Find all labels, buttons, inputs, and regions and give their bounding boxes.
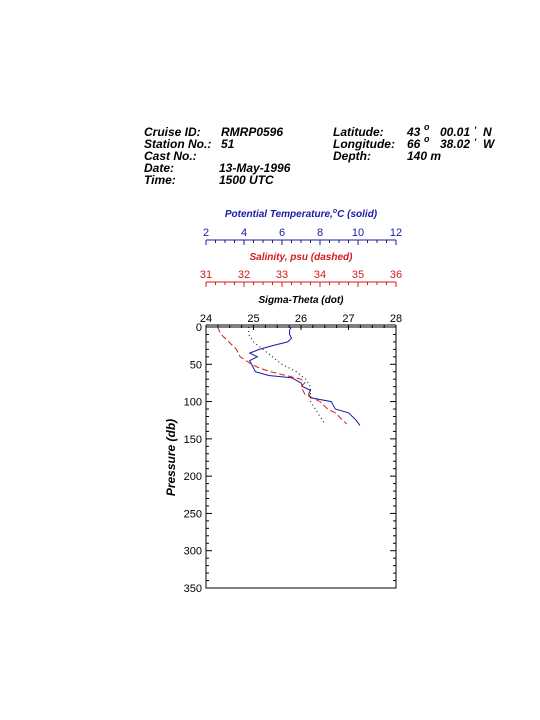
sigma-tick-label: 24 bbox=[199, 313, 213, 325]
temperature-axis bbox=[203, 208, 402, 245]
salinity-profile-line bbox=[217, 327, 346, 424]
cruise-id-label: Cruise ID: bbox=[144, 125, 201, 139]
pressure-tick-label: 250 bbox=[183, 508, 202, 521]
temperature-tick-label: 8 bbox=[316, 227, 324, 239]
longitude-minutes: 38.02 bbox=[440, 137, 471, 151]
longitude-minute-mark: ' bbox=[474, 137, 477, 147]
pressure-tick-label: 100 bbox=[183, 396, 202, 409]
temperature-tick-label: 2 bbox=[202, 227, 210, 239]
latitude-minute-mark: ' bbox=[474, 125, 477, 135]
pressure-tick-label: 200 bbox=[183, 471, 202, 484]
pressure-tick-label: 50 bbox=[189, 359, 202, 372]
sigma-tick-label: 26 bbox=[294, 313, 308, 325]
sigma-tick-label: 28 bbox=[389, 313, 403, 325]
salinity-tick-label: 33 bbox=[275, 269, 289, 281]
pressure-tick-label: 0 bbox=[195, 322, 202, 334]
latitude-label: Latitude: bbox=[333, 125, 384, 139]
station-label: Station No.: bbox=[144, 137, 212, 151]
station-value: 51 bbox=[221, 137, 235, 151]
depth-label: Depth: bbox=[333, 149, 371, 163]
temperature-axis-label: Potential Temperature,$^o$C (solid) bbox=[224, 208, 378, 220]
salinity-axis bbox=[200, 252, 402, 287]
latitude-minutes: 00.01 bbox=[440, 125, 471, 139]
salinity-tick-label: 34 bbox=[313, 269, 327, 281]
longitude-hemisphere: W bbox=[483, 137, 495, 151]
salinity-tick-label: 35 bbox=[351, 269, 365, 281]
longitude-degrees: 66 bbox=[407, 137, 421, 151]
temperature-tick-label: 10 bbox=[351, 227, 365, 239]
latitude-degrees: 43 bbox=[407, 125, 421, 139]
pressure-axis-label: Pressure (db) bbox=[164, 418, 178, 497]
sigma-tick-label: 27 bbox=[342, 313, 355, 325]
temperature-tick-label: 4 bbox=[240, 227, 248, 239]
sigma-tick-label: 25 bbox=[247, 313, 260, 325]
pressure-tick-label: 150 bbox=[183, 433, 202, 446]
temperature-tick-label: 6 bbox=[278, 227, 286, 239]
salinity-axis-label: Salinity, psu (dashed) bbox=[249, 252, 353, 263]
pressure-tick-label: 300 bbox=[183, 545, 202, 558]
cruise-id-value: RMRP0596 bbox=[221, 125, 284, 139]
plot-frame bbox=[206, 327, 396, 588]
temperature-tick-label: 12 bbox=[389, 227, 403, 239]
salinity-tick-label: 31 bbox=[199, 269, 213, 281]
sigma-axis-label: Sigma-Theta (dot) bbox=[258, 295, 344, 306]
time-value: 1500 UTC bbox=[219, 173, 274, 187]
temperature-profile-line bbox=[250, 327, 360, 425]
longitude-degree-symbol: o bbox=[424, 134, 430, 144]
pressure-tick-label: 350 bbox=[183, 583, 202, 595]
date-value: 13-May-1996 bbox=[219, 161, 291, 175]
date-label: Date: bbox=[144, 161, 175, 175]
pressure-axis bbox=[164, 322, 396, 595]
salinity-tick-label: 32 bbox=[237, 269, 251, 281]
depth-value: 140 m bbox=[407, 149, 442, 163]
longitude-label: Longitude: bbox=[333, 137, 395, 151]
time-label: Time: bbox=[144, 173, 176, 187]
sigma-axis bbox=[200, 295, 402, 330]
salinity-tick-label: 36 bbox=[389, 269, 403, 281]
sigma-profile-line bbox=[249, 327, 325, 424]
cast-label: Cast No.: bbox=[144, 149, 197, 163]
latitude-degree-symbol: o bbox=[424, 122, 430, 132]
latitude-hemisphere: N bbox=[483, 125, 492, 139]
